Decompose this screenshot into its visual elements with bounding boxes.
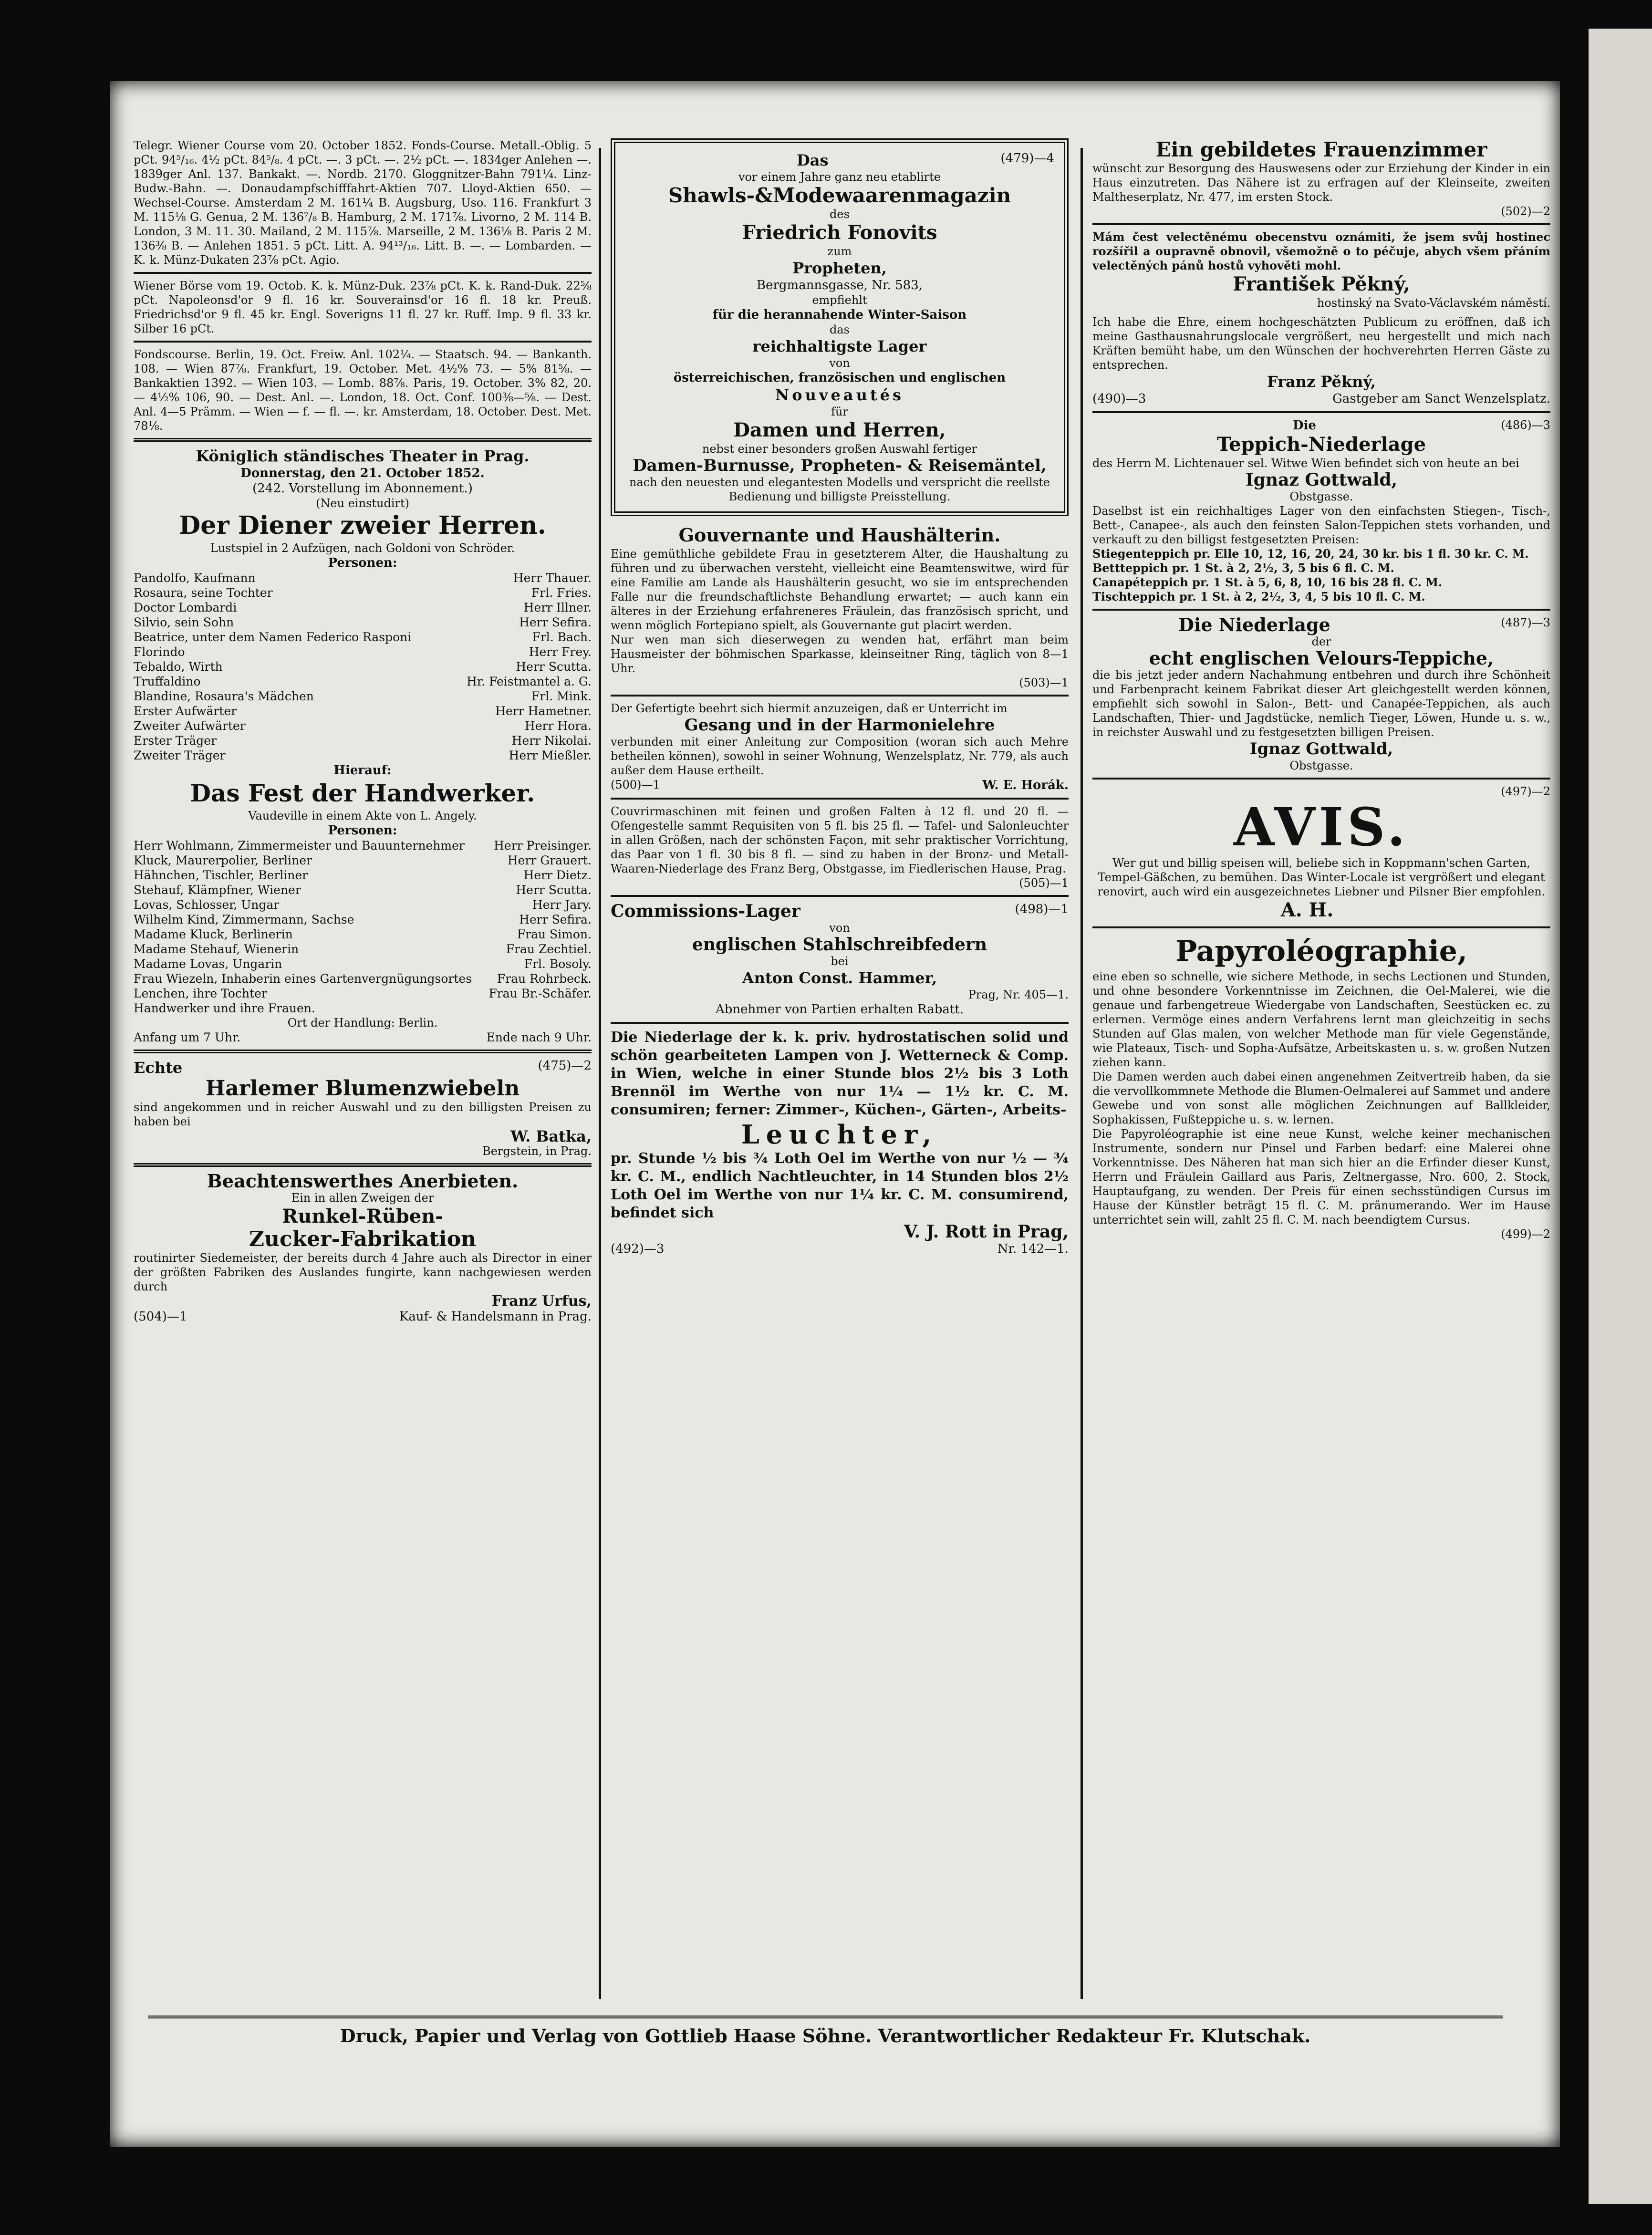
ad-fonovits-frame <box>611 138 1069 516</box>
cast-role: Wilhelm Kind, Zimmermann, Sachse <box>134 913 354 926</box>
cast-role: Herr Wohlmann, Zimmermeister und Bauunternehmer <box>134 839 465 852</box>
adjacent-page-edge <box>1589 29 1652 2204</box>
ad-couvrir <box>611 804 1069 890</box>
lamp-text2: pr. Stunde ½ bis ¾ Loth Oel im Werthe von nur ½ — ¾ kr. C. M., endlich Nachtleuchter, in 14 Stunden blos 2½ Loth Oel im Werthe von nur 1¼ kr. C. M. consumirend, befindet sich <box>611 1150 1069 1221</box>
ad-beet-sugar <box>134 1172 592 1324</box>
cast-row <box>134 718 592 733</box>
cast-row <box>134 600 592 615</box>
theater-date: Donnerstag, den 21. October 1852. <box>240 466 485 480</box>
cast-actor: Herr Scutta. <box>516 660 592 674</box>
tep-price-item: Bettteppich pr. 1 St. à 2, 2½, 3, 5 bis 6 fl. C. M. <box>1092 561 1394 575</box>
gouv-title: Gouvernante und Haushälterin. <box>678 524 1001 546</box>
frame-text: nach den neuesten und elegantesten Modells und verspricht die reellste Bedienung und billigste Preisstellung. <box>629 476 1050 503</box>
cast-row <box>134 704 592 718</box>
frame-title: Shawls-&Modewaarenmagazin <box>668 184 1011 207</box>
comm-address: Prag, Nr. 405—1. <box>968 988 1069 1001</box>
cast-row <box>134 927 592 942</box>
comm-bei: bei <box>831 955 849 968</box>
frame-damen: Damen und Herren, <box>733 419 946 441</box>
tep-text2: Daselbst ist ein reichhaltiges Lager von den einfachsten Stiegen-, Tisch-, Bett-, Canapee-, als auch den feinsten Salon-Teppichen stets vorhanden, und verkauft zu den billigst festgesetzten Preisen: <box>1092 504 1550 546</box>
gesang-ref: (500)—1 <box>611 778 660 791</box>
cast-row <box>134 853 592 868</box>
comm-ref: (498)—1 <box>1015 902 1069 916</box>
frame-burnusse: Damen-Burnusse, Propheten- & Reisemäntel, <box>633 456 1047 475</box>
ad-beacht-name: Franz Urfus, <box>491 1293 592 1310</box>
ad-beacht-title: Beachtenswerthes Anerbieten. <box>207 1170 519 1192</box>
cast-role: Pandolfo, Kaufmann <box>134 571 256 585</box>
nied-title: Die Niederlage <box>1178 614 1330 635</box>
column-rule <box>1081 148 1083 1999</box>
ad-commission <box>611 902 1069 1017</box>
avis-text: Wer gut und billig speisen will, beliebe sich in Koppmann'schen Garten, Tempel-Gäßchen, zu bemühen. Das Winter-Locale ist vergrößert und elegant renovirt, auch wird ein ausgezeichnetes Liebner und Pilsner Bier empfohlen. <box>1097 856 1546 898</box>
cz-address: hostinský na Svato-Václavském náměstí. <box>1317 296 1550 310</box>
ad-avis <box>1092 784 1550 922</box>
cast-actor: Herr Frey. <box>529 645 592 659</box>
ad-pekny <box>1092 230 1550 406</box>
tep-text1: des Herrn M. Lichtenauer sel. Witwe Wien befindet sich von heute an bei <box>1092 457 1519 470</box>
column-2 <box>611 138 1069 2004</box>
cast-actor: Herr Grauert. <box>507 853 592 867</box>
cast-row <box>134 1001 592 1016</box>
cast-row <box>134 689 592 704</box>
ad-beacht-line3: Zucker-Fabrikation <box>249 1227 477 1251</box>
gesang-title: Gesang und in der Harmonielehre <box>684 716 995 735</box>
frau-text: wünscht zur Besorgung des Hauswesens oder zur Erziehung der Kinder in ein Haus einzutreten. Das Nähere ist zu erfragen auf der Kleinseite, zweiten Maltheserplatz, Nr. 477, im ersten Stock. <box>1092 162 1550 204</box>
play-location: Ort der Handlung: Berlin. <box>287 1016 438 1029</box>
lamp-name: V. J. Rott in Prag, <box>904 1222 1069 1242</box>
cast-row <box>134 838 592 853</box>
ad-velours <box>1092 615 1550 773</box>
cast-row <box>134 971 592 986</box>
cast-role: Madame Kluck, Berlinerin <box>134 927 293 941</box>
gouv-text: Eine gemüthliche gebildete Frau in gesetzterem Alter, die Haushaltung zu führen und zu überwachen versteht, vielleicht eine Beamtenswitwe, wird für eine Familie am Lande als Haushälterin gesucht, wo sie im entsprechenden Falle nur die freundschaftlichste Behandlung erwartet; — auch kann ein älteres in der Erziehung erfahreneres Fräulein, das französisch spricht, und wenn möglich Fortepiano spielt, als Gouvernante gut placirt werden. <box>611 547 1069 632</box>
cast-actor: Herr Sefira. <box>519 913 592 926</box>
gesang-intro: Der Gefertigte beehrt sich hiermit anzuzeigen, daß er Unterricht im <box>611 702 1008 715</box>
nied-text: die bis jetzt jeder andern Nachahmung entbehren und durch ihre Schönheit und Farbenpracht keinem Fabrikat dieser Art gleichgestellt werden können, empfiehlt sich sowohl in Salon-, Bett- und Canapée-Teppichen, als auch Landschaften, Thier- und Jagdstücke, nemlich Tieger, Löwen, Hunde u. s. w., in reichster Auswahl und zu festgesetzten billigen Preisen. <box>1092 668 1550 739</box>
cast-actor: Herr Dietz. <box>523 868 592 882</box>
telegraph-course-report: Telegr. Wiener Course vom 20. October 1852. Fonds-Course. Metall.-Oblig. 5 pCt. 94⁵/₁₆. 4½ pCt. 84⁵/₈. 4 pCt. —. 3 pCt. —. 2½ pCt. —. 1834ger Anlehen —. 1839ger Anl. 137. Bankakt. —. Nordb. 2170. Gloggnitzer-Bahn 791¼. Linz-Budw.-Bahn. —. Donaudampfschifffahrt-Aktien 707. Lloyd-Aktien 650. — Wechsel-Course. Amsterdam 2 M. 161¼ B. Augsburg, Uso. 116. Frankfurt 3 M. 115⅛ G. Genua, 2 M. 136⁷/₈ B. Hamburg, 2 M. 171⅞. Livorno, 2 M. 114 B. London, 3 M. 11. 30. Mailand, 2 M. 115⅞. Marseille, 2 M. 136⅛ B. Paris 2 M. 136⅜ B. — Anlehen 1851. 5 pCt. Litt. A. 94¹³/₁₆. Litt. B. —. — Lombarden. — K. k. Münz-Dukaten 23⅞ pCt. Agio. <box>134 139 592 267</box>
gouv-text2: Nur wen man sich dieserwegen zu wenden hat, erfährt man beim Hausmeister der böhmischen Sparkasse, kleinseitner Ring, täglich von 8—1 Uhr. <box>611 633 1069 675</box>
ad-beacht-text: routinirter Siedemeister, der bereits durch 4 Jahre auch als Director in einer der größten Fabriken des Auslandes fungirte, kann nachgewiesen werden durch <box>134 1251 592 1293</box>
cast-role: Madame Stehauf, Wienerin <box>134 942 299 956</box>
frame-saison: für die herannahende Winter-Saison <box>712 308 967 322</box>
cast-role: Beatrice, unter dem Namen Federico Rasponi <box>134 630 412 644</box>
tep-die: Die <box>1293 418 1316 433</box>
ad-harlem-ref: (475)—2 <box>538 1059 592 1073</box>
nied-name: Ignaz Gottwald, <box>1249 739 1393 759</box>
frau-ref: (502)—2 <box>1501 205 1550 218</box>
tep-price-list <box>1092 547 1550 604</box>
cast-role: Lovas, Schlosser, Ungar <box>134 898 280 912</box>
cast-actor: Herr Jary. <box>532 898 592 912</box>
ad-harlem-name: W. Batka, <box>510 1127 592 1145</box>
lamp-leuchter: Leuchter, <box>741 1119 938 1150</box>
cast-row <box>134 659 592 674</box>
play-subtitle-2: Vaudeville in einem Akte von L. Angely. <box>248 809 477 822</box>
cast-role: Truffaldino <box>134 675 201 688</box>
cast-role: Stehauf, Klämpfner, Wiener <box>134 883 301 897</box>
cast-actor: Frau Br.-Schäfer. <box>488 987 592 1000</box>
lamp-text: Die Niederlage der k. k. priv. hydrostatischen solid und schön gearbeiteten Lampen von J. Wetterneck & Comp. in Wien, welche in einer Stunde blos 2½ bis 3 Loth Brennöl im Werthe von nur 1¼ — 1½ kr. C. M. consumiren; ferner: Zimmer-, Küchen-, Gärten-, Arbeits- <box>611 1029 1069 1118</box>
frame-oest: österreichischen, französischen und englischen <box>673 371 1006 385</box>
tep-ref: (486)—3 <box>1501 418 1550 432</box>
cast-role: Lenchen, ihre Tochter <box>134 987 267 1000</box>
cast-actor: Herr Preisinger. <box>494 839 592 852</box>
frau-title: Ein gebildetes Frauenzimmer <box>1155 138 1487 161</box>
cast-row <box>134 674 592 689</box>
cast-row <box>134 868 592 883</box>
frame-das2: das <box>830 323 850 336</box>
cast-row <box>134 883 592 897</box>
gesang-name: W. E. Horák. <box>982 778 1069 792</box>
theater-performance-number: (242. Vorstellung im Abonnement.) <box>252 481 473 496</box>
frame-nouveautes: Nouveautés <box>775 386 904 404</box>
papy-text: eine eben so schnelle, wie sichere Methode, in sechs Lectionen und Stunden, und ohne besondere Vorkenntnisse im Zeichnen, die Oel-Malerei, wie die genaue und farbengetreue Wiedergabe von Landschaften, Seestücken ec. zu erlernen. Vermöge eines andern Verfahrens lernt man gleichzeitig in sechs Stunden auf Glas malen, von welcher Methode man für viele Gegenstände, wie Plateaux, Tisch- und Sopha-Aufsätze, Arbeitskasten u. s. w. großen Nutzen ziehen kann. <box>1092 970 1550 1069</box>
cast-row <box>134 942 592 956</box>
cast-actor: Herr Thauer. <box>513 571 592 585</box>
theater-note: (Neu einstudirt) <box>316 497 409 510</box>
frame-fuer: für <box>831 405 848 418</box>
cast-actor: Frau Simon. <box>517 927 592 941</box>
papy-ref: (499)—2 <box>1501 1227 1550 1241</box>
ad-papyroleographie <box>1092 933 1550 1241</box>
frame-vor: vor einem Jahre ganz neu etablirte <box>738 170 941 184</box>
cast-row <box>134 571 592 585</box>
cast-row <box>134 912 592 927</box>
cast-heading-2: Personen: <box>328 823 397 838</box>
cast-role: Zweiter Aufwärter <box>134 719 246 733</box>
cast-list-2 <box>134 838 592 1016</box>
cast-row <box>134 615 592 630</box>
cast-actor: Frl. Bosoly. <box>524 957 592 971</box>
ad-harlem-bulbs <box>134 1058 592 1158</box>
cast-role: Madame Lovas, Ungarin <box>134 957 282 971</box>
cast-role: Erster Träger <box>134 734 217 748</box>
avis-sign: A. H. <box>1280 899 1334 921</box>
cast-role: Doctor Lombardi <box>134 601 237 614</box>
ad-harlem-address: Bergstein, in Prag. <box>482 1144 592 1158</box>
comm-name: Anton Const. Hammer, <box>742 969 937 987</box>
end-time: Ende nach 9 Uhr. <box>486 1030 592 1044</box>
frame-prophet: Propheten, <box>792 259 887 277</box>
couv-text: Couvrirmaschinen mit feinen und großen Falten à 12 fl. und 20 fl. — Ofengestelle sammt Requisiten von 5 fl. bis 25 fl. — Tafel- und Salonleuchter in allen Größen, nach der schönsten Façon, mit sehr praktischer Vorrichtung, das Paar von 1 fl. 30 bis 8 fl. — sind zu haben in der Bronz- und Metall-Waaren-Niederlage des Franz Berg, Obstgasse, im Fiedlerischen Hause, Prag. <box>611 805 1069 875</box>
de-address: Gastgeber am Sanct Wenzelsplatz. <box>1332 392 1550 406</box>
cast-role: Rosaura, seine Tochter <box>134 586 273 600</box>
de-name: Franz Pěkný, <box>1267 373 1376 391</box>
vienna-exchange-report: Wiener Börse vom 19. Octob. K. k. Münz-Duk. 23⅞ pCt. K. k. Rand-Duk. 22⅝ pCt. Napoleonsd'or 9 fl. 16 kr. Souverainsd'or 16 fl. 18 kr. Preuß. Friedrichsd'or 9 fl. 45 kr. Engl. Soverigns 11 fl. 27 kr. Ruff. Imp. 9 fl. 33 kr. Silber 16 pCt. <box>134 279 592 335</box>
newspaper-page <box>110 81 1560 2147</box>
comm-title: Commissions-Lager <box>611 901 800 921</box>
cast-row <box>134 956 592 971</box>
ad-beacht-line2: Runkel-Rüben- <box>282 1205 443 1227</box>
cast-actor: Herr Hametner. <box>495 704 592 718</box>
cast-actor: Frau Zechtiel. <box>506 942 592 956</box>
cast-actor: Herr Nikolai. <box>511 734 592 748</box>
tep-price-item: Canapéteppich pr. 1 St. à 5, 6, 8, 10, 16 bis 28 fl. C. M. <box>1092 575 1443 589</box>
cast-role: Zweiter Träger <box>134 748 226 762</box>
ad-harlem-echte: Echte <box>134 1059 183 1077</box>
comm-von: von <box>829 921 850 935</box>
cast-row <box>134 585 592 600</box>
frame-name: Friedrich Fonovits <box>742 221 937 244</box>
column-3 <box>1092 138 1550 2004</box>
tep-price-item: Stiegenteppich pr. Elle 10, 12, 16, 20, 24, 30 kr. bis 1 fl. 30 kr. C. M. <box>1092 547 1529 561</box>
hierauf-label: Hierauf: <box>333 763 392 778</box>
frame-ref: (479)—4 <box>1000 151 1054 166</box>
frame-des: des <box>830 208 850 221</box>
cast-role: Florindo <box>134 645 185 659</box>
cast-role: Handwerker und ihre Frauen. <box>134 1001 315 1015</box>
cast-role: Silvio, sein Sohn <box>134 615 234 629</box>
frame-lager: reichhaltigste Lager <box>752 337 927 355</box>
gouv-ref: (503)—1 <box>1019 676 1069 689</box>
cast-row <box>134 630 592 645</box>
ad-teppich <box>1092 418 1550 604</box>
cast-actor: Hr. Feistmantel a. G. <box>467 675 592 688</box>
cast-role: Kluck, Maurerpolier, Berliner <box>134 853 312 867</box>
cz-text: Mám čest velectěnému obecenstvu oznámiti, že jsem svůj hostinec rozšířil a oupravně obnovil, všemožně o to péčuje, abych všem přáním velectěných pánů hostů vyhověti mohl. <box>1092 230 1550 272</box>
cast-row <box>134 897 592 912</box>
start-time: Anfang um 7 Uhr. <box>134 1030 241 1044</box>
ad-harlem-title: Harlemer Blumenzwiebeln <box>205 1076 520 1101</box>
lamp-ref: (492)—3 <box>611 1242 665 1256</box>
frame-nebst: nebst einer besonders großen Auswahl fertiger <box>702 442 977 456</box>
gesang-text: verbunden mit einer Anleitung zur Composition (woran sich auch Mehre betheilen können), sowohl in seiner Wohnung, Wenzelsplatz, Nr. 779, als auch außer dem Hause ertheilt. <box>611 735 1069 777</box>
cast-actor: Frl. Bach. <box>532 630 592 644</box>
nied-der: der <box>1311 635 1331 648</box>
imprint-footer: Druck, Papier und Verlag von Gottlieb Haase Söhne. Verantwortlicher Redakteur Fr. Klutschak. <box>148 2016 1503 2047</box>
fonds-course-report: Fondscourse. Berlin, 19. Oct. Freiw. Anl. 102¼. — Staatsch. 94. — Bankanth. 108. — Wien 87⅞. Frankfurt, 19. October. Met. 4½% 73. — 5% 81⅝. — Bankaktien 1392. — Wien 103. — Lomb. 88⅞. Paris, 19. October. 3% 82, 20. — 4½% 106, 90. — Dest. Anl. —. London, 18. Oct. Conf. 100⅜—⅝. — Dest. Anl. 4—5 Prämm. — Wien — f. — fl. —. kr. Amsterdam, 18. October. Dest. Met. 78⅛. <box>134 348 592 433</box>
column-rule <box>599 148 601 1999</box>
cast-row <box>134 986 592 1001</box>
frame-empf: empfiehlt <box>812 293 867 307</box>
cast-row <box>134 645 592 659</box>
papy-text2: Die Damen werden auch dabei einen angenehmen Zeitvertreib haben, da sie die vervollkommnete Methode die Blumen-Oelmalerei auf Sammet und andere Gewebe und von sonst alle möglichen Zeichnungen auf Ballkleider, Sophakissen, Fußteppiche u. s. w. lernen. <box>1092 1070 1550 1126</box>
cast-actor: Herr Hora. <box>524 719 592 733</box>
tep-name: Ignaz Gottwald, <box>1245 470 1398 490</box>
cast-actor: Frau Rohrbeck. <box>497 972 592 986</box>
avis-title: AVIS. <box>1234 796 1409 858</box>
cast-role: Tebaldo, Wirth <box>134 660 223 674</box>
cast-role: Frau Wiezeln, Inhaberin eines Gartenvergnügungsortes <box>134 972 472 986</box>
cast-actor: Frl. Mink. <box>531 689 592 703</box>
tep-obst: Obstgasse. <box>1289 490 1353 503</box>
play-subtitle-1: Lustspiel in 2 Aufzügen, nach Goldoni von Schröder. <box>210 541 515 555</box>
cast-actor: Herr Scutta. <box>516 883 592 897</box>
comm-stahl: englischen Stahlschreibfedern <box>692 935 987 955</box>
cast-role: Erster Aufwärter <box>134 704 237 718</box>
frame-das: Das <box>797 151 829 169</box>
frame-zum: zum <box>827 245 852 258</box>
avis-ref: (497)—2 <box>1501 785 1550 798</box>
theater-heading: Königlich ständisches Theater in Prag. <box>196 447 530 465</box>
de-text: Ich habe die Ehre, einem hochgeschätzten Publicum zu eröffnen, daß ich meine Gasthausnahrungslocale vergrößert, neu hergestellt und mich nach Kräften bemüht habe, um den Wünschen der hochverehrten Herren Gäste zu entsprechen. <box>1092 315 1550 372</box>
ad-beacht-address: Kauf- & Handelsmann in Prag. <box>399 1310 592 1324</box>
cast-list-1 <box>134 571 592 763</box>
cast-actor: Herr Illner. <box>523 601 592 614</box>
ad-frauenzimmer <box>1092 138 1550 218</box>
papy-title: Papyroléographie, <box>1175 935 1467 968</box>
nied-obst: Obstgasse. <box>1289 759 1353 772</box>
frame-address: Bergmannsgasse, Nr. 583, <box>756 278 923 292</box>
comm-abnehmer: Abnehmer von Partien erhalten Rabatt. <box>716 1002 964 1017</box>
cast-row <box>134 748 592 763</box>
de-ref: (490)—3 <box>1092 392 1146 406</box>
cast-row <box>134 733 592 748</box>
papy-text3: Die Papyroléographie ist eine neue Kunst, welche keiner mechanischen Instrumente, sondern nur Pinsel und Farben bedarf: eine Malerei ohne Vorkenntnisse. Des Näheren hat man sich hier an die Erfinder dieser Kunst, Herrn und Fräulein Gaillard aus Paris, Zeltnergasse, Nro. 600, 2. Stock, Hauptaufgang, zu wenden. Der Preis für einen sechsstündigen Cursus im Hause der Künstler beträgt 15 fl. C. M. pränumerando. Wer im Hause unterrichtet sein will, zahlt 25 fl. C. M. nach beendigtem Cursus. <box>1092 1127 1550 1227</box>
play-title-2: Das Fest der Handwerker. <box>190 779 535 807</box>
theater-program <box>134 447 592 1045</box>
ad-gesang <box>611 701 1069 793</box>
ad-beacht-ref: (504)—1 <box>134 1310 187 1324</box>
cast-actor: Herr Sefira. <box>519 615 592 629</box>
frame-von: von <box>829 356 850 370</box>
lamp-nr: Nr. 142—1. <box>997 1242 1069 1256</box>
cz-name: František Pěkný, <box>1233 273 1410 295</box>
cast-actor: Herr Mießler. <box>509 748 592 762</box>
cast-role: Blandine, Rosaura's Mädchen <box>134 689 314 703</box>
cast-actor: Frl. Fries. <box>531 586 592 600</box>
ad-beacht-line1: Ein in allen Zweigen der <box>291 1191 434 1205</box>
play-title-1: Der Diener zweier Herren. <box>179 511 546 540</box>
ad-lamps <box>611 1029 1069 1257</box>
cast-role: Hähnchen, Tischler, Berliner <box>134 868 308 882</box>
tep-price-item: Tischteppich pr. 1 St. à 2, 2½, 3, 4, 5 bis 10 fl. C. M. <box>1092 590 1425 603</box>
nied-ref: (487)—3 <box>1501 616 1550 629</box>
column-1 <box>134 138 592 2004</box>
tep-title: Teppich-Niederlage <box>1216 433 1426 456</box>
cast-heading-1: Personen: <box>328 556 397 570</box>
nied-velours: echt englischen Velours-Teppiche, <box>1149 647 1494 669</box>
couv-ref: (505)—1 <box>1019 876 1069 890</box>
ad-gouvernante <box>611 524 1069 690</box>
ad-harlem-text: sind angekommen und in reicher Auswahl und zu den billigsten Preisen zu haben bei <box>134 1101 592 1128</box>
